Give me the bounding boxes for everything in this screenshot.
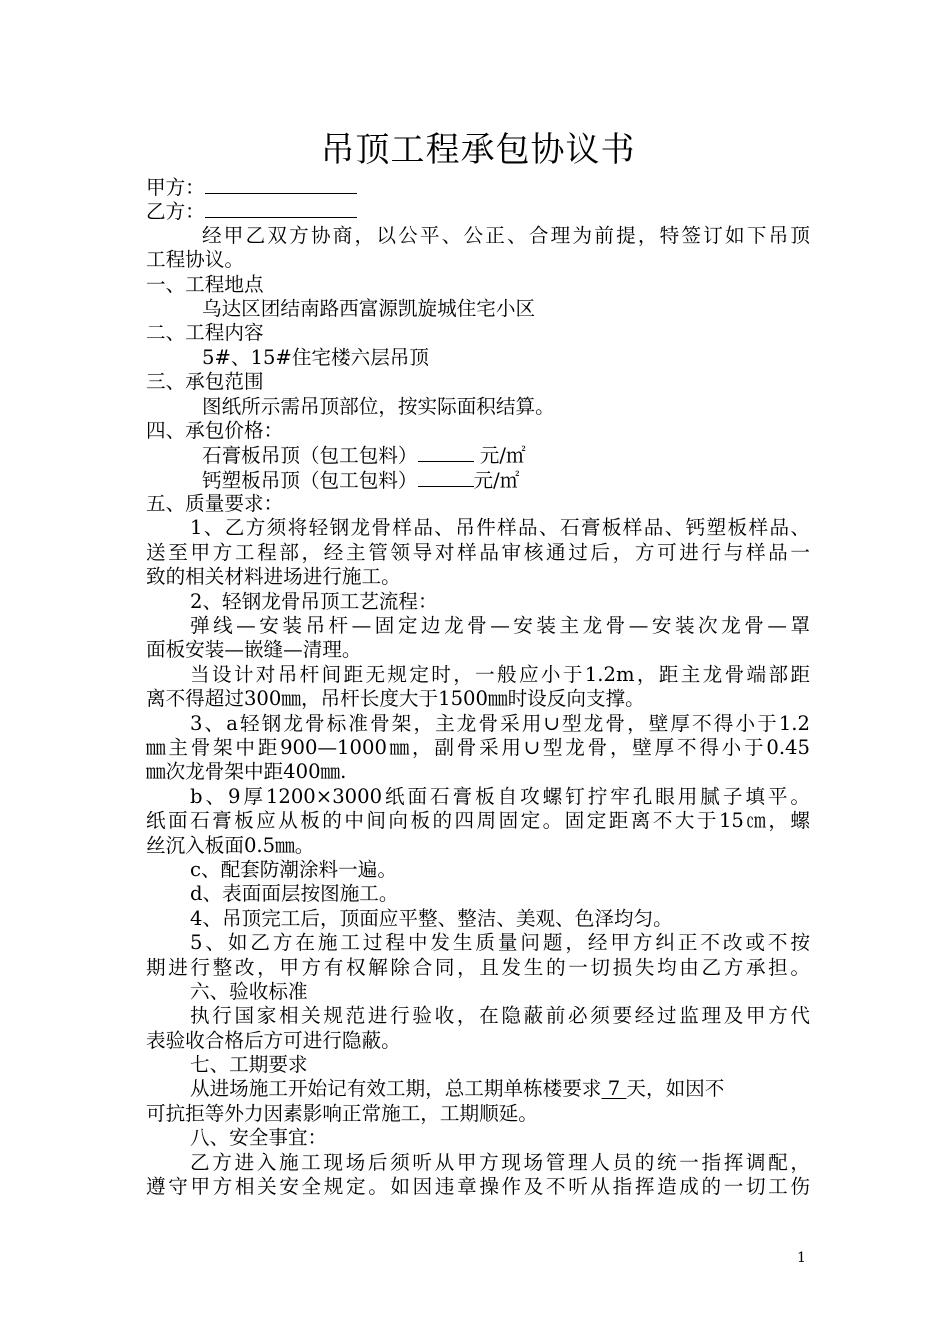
paragraph-line: 可抗拒等外力因素影响正常施工，工期顺延。 bbox=[146, 1101, 538, 1125]
section-content: 乌达区团结南路西富源凯旋城住宅小区 bbox=[202, 296, 536, 320]
paragraph-line: d、表面面层按图施工。 bbox=[190, 882, 399, 906]
paragraph-line: 送至甲方工程部，经主管领导对样品审核通过后，方可进行与样品一 bbox=[146, 540, 810, 564]
paragraph-line: 表验收合格后方可进行隐蔽。 bbox=[146, 1028, 401, 1052]
paragraph-line: 丝沉入板面0.5㎜。 bbox=[146, 833, 315, 857]
section-heading: 四、承包价格： bbox=[146, 418, 284, 442]
paragraph-line: 纸面石膏板应从板的中间向板的四周固定。固定距离不大于15㎝，螺 bbox=[146, 809, 810, 833]
paragraph-line: 5、如乙方在施工过程中发生质量问题，经甲方纠正不改或不按 bbox=[190, 931, 810, 955]
paragraph-line: 2、轻钢龙骨吊顶工艺流程： bbox=[190, 589, 438, 613]
document-title: 吊顶工程承包协议书 bbox=[320, 130, 636, 170]
intro-line: 经甲乙双方协商，以公平、公正、合理为前提，特签订如下吊顶 bbox=[202, 223, 810, 247]
paragraph-line: ㎜主骨架中距900—1000㎜，副骨采用∪型龙骨，壁厚不得小于0.45 bbox=[146, 735, 810, 759]
price-blank bbox=[418, 468, 474, 487]
paragraph-line: 当设计对吊杆间距无规定时，一般应小于1.2m，距主龙骨端部距 bbox=[190, 662, 810, 686]
section-heading: 六、验收标准 bbox=[190, 979, 308, 1003]
price-blank bbox=[418, 443, 474, 462]
section-heading: 八、安全事宜： bbox=[190, 1126, 328, 1150]
section-heading: 二、工程内容 bbox=[146, 321, 264, 345]
section-heading: 一、工程地点 bbox=[146, 272, 264, 296]
section-content: 图纸所示需吊顶部位，按实际面积结算。 bbox=[202, 394, 555, 418]
document-page bbox=[146, 0, 810, 1344]
paragraph-line bbox=[146, 1077, 810, 1101]
paragraph-line: 期进行整改，甲方有权解除合同，且发生的一切损失均由乙方承担。 bbox=[146, 955, 810, 979]
paragraph-line: 致的相关材料进场进行施工。 bbox=[146, 565, 401, 589]
price-item-label: 石膏板吊顶（包工包料） bbox=[202, 444, 418, 468]
section-heading: 七、工期要求 bbox=[190, 1053, 308, 1077]
party-b-line bbox=[146, 199, 810, 223]
paragraph-line: ㎜次龙骨架中距400㎜. bbox=[146, 760, 347, 784]
party-a-blank bbox=[205, 175, 357, 194]
paragraph-line: 执行国家相关规范进行验收，在隐蔽前必须要经过监理及甲方代 bbox=[190, 1004, 810, 1028]
paragraph-line: 离不得超过300㎜，吊杆长度大于1500㎜时设反向支撑。 bbox=[146, 687, 645, 711]
document-body bbox=[146, 175, 810, 1199]
party-b-blank bbox=[205, 199, 357, 218]
price-item-unit: 元/㎡ bbox=[473, 444, 526, 468]
page-number: 1 bbox=[797, 1250, 806, 1266]
price-item-label: 钙塑板吊顶（包工包料） bbox=[202, 468, 418, 492]
party-a-label: 甲方： bbox=[146, 176, 205, 199]
party-a-line bbox=[146, 175, 810, 199]
paragraph-line: b、9厚1200×3000纸面石膏板自攻螺钉拧牢孔眼用腻子填平。 bbox=[190, 784, 810, 808]
section-heading: 三、承包范围 bbox=[146, 370, 264, 394]
duration-text: 天，如因不 bbox=[626, 1077, 725, 1101]
paragraph-line: 1、乙方须将轻钢龙骨样品、吊件样品、石膏板样品、钙塑板样品、 bbox=[190, 516, 810, 540]
price-item bbox=[146, 443, 810, 467]
duration-days: 7 bbox=[601, 1077, 627, 1101]
price-item-unit: 元/㎡ bbox=[473, 468, 520, 492]
section-content: 5#、15#住宅楼六层吊顶 bbox=[202, 345, 429, 369]
paragraph-line: 面板安装—嵌缝—清理。 bbox=[146, 638, 362, 662]
paragraph-line: 4、吊顶完工后，顶面应平整、整洁、美观、色泽均匀。 bbox=[190, 906, 673, 930]
paragraph-line: 乙方进入施工现场后须听从甲方现场管理人员的统一指挥调配， bbox=[190, 1150, 810, 1174]
paragraph-line: 3、a轻钢龙骨标准骨架，主龙骨采用∪型龙骨，壁厚不得小于1.2 bbox=[190, 711, 810, 735]
section-heading: 五、质量要求： bbox=[146, 492, 284, 516]
price-item bbox=[146, 468, 810, 492]
paragraph-line: c、配套防潮涂料一遍。 bbox=[190, 857, 397, 881]
duration-text: 从进场施工开始记有效工期，总工期单栋楼要求 bbox=[190, 1077, 602, 1101]
intro-line: 工程协议。 bbox=[146, 248, 244, 272]
party-b-label: 乙方： bbox=[146, 200, 205, 224]
paragraph-line: 弹线—安装吊杆—固定边龙骨—安装主龙骨—安装次龙骨—罩 bbox=[190, 614, 810, 638]
paragraph-line: 遵守甲方相关安全规定。如因违章操作及不听从指挥造成的一切工伤 bbox=[146, 1175, 810, 1199]
